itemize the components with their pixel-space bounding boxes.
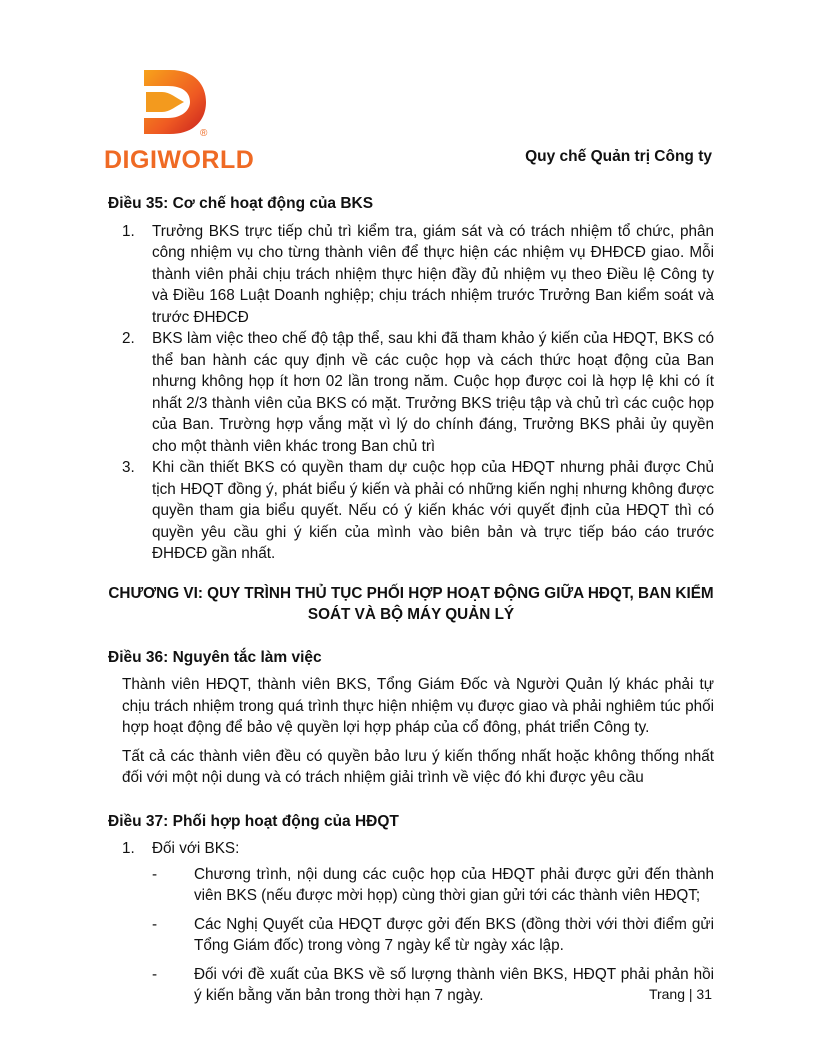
paragraph: Tất cả các thành viên đều có quyền bảo lưu ý kiến thống nhất hoặc không thống nhất đối với một nội dung và có trách nhiệm giải trình về việc đó khi được yêu cầu xyxy=(122,747,714,786)
bullet-item: - Đối với đề xuất của BKS về số lượng thành viên BKS, HĐQT phải phản hồi ý kiến bằng văn bản trong thời hạn 7 ngày. xyxy=(152,965,714,1004)
list-item: 3. Khi cần thiết BKS có quyền tham dự cuộc họp của HĐQT nhưng phải được Chủ tịch HĐQT đồng ý, phát biểu ý kiến và phải có những kiến nghị nhưng không được quyền tham gia biểu quyết. Nếu có ý kiến khác với quyết định của HĐQT thì có quyền yêu cầu ghi ý kiến của mình vào biên bản và trực tiếp báo cáo trước ĐHĐCĐ gần nhất. xyxy=(122,459,714,562)
bullet-list xyxy=(108,864,714,1007)
chapter-heading: CHƯƠNG VI: QUY TRÌNH THỦ TỤC PHỐI HỢP HOẠT ĐỘNG GIỮA HĐQT, BAN KIỂM SOÁT VÀ BỘ MÁY QUẢN LÝ xyxy=(108,584,714,623)
article-35-list xyxy=(108,221,714,565)
logo-wordmark: DIGIWORLD xyxy=(104,146,255,174)
page-number: Trang | 31 xyxy=(648,986,712,1002)
document-title: Quy chế Quản trị Công ty xyxy=(525,148,712,165)
article-37-heading: Điều 37: Phối hợp hoạt động của HĐQT xyxy=(108,812,399,830)
bullet-item: - Các Nghị Quyết của HĐQT được gởi đến BKS (đồng thời với thời điểm gửi Tổng Giám đốc) trong vòng 7 ngày kể từ ngày xác lập. xyxy=(152,915,714,954)
article-37-list xyxy=(108,838,714,860)
page-content xyxy=(108,193,714,1014)
article-35-heading: Điều 35: Cơ chế hoạt động của BKS xyxy=(108,195,374,212)
article-36-heading: Điều 36: Nguyên tắc làm việc xyxy=(108,648,322,666)
list-item: 1. Đối với BKS: xyxy=(122,840,240,857)
paragraph: Thành viên HĐQT, thành viên BKS, Tổng Giám Đốc và Người Quản lý khác phải tự chịu trách nhiệm trong quá trình thực hiện nhiệm vụ được giao và phải nghiêm túc phối hợp hoạt động để bảo vệ quyền lợi hợp pháp của cổ đông, phát triển Công ty. xyxy=(122,676,714,736)
list-item: 2. BKS làm việc theo chế độ tập thể, sau khi đã tham khảo ý kiến của HĐQT, BKS có thể ban hành các quy định về các cuộc họp và cách thức hoạt động của Ban nhưng không họp ít hơn 02 lần trong năm. Cuộc họp được coi là hợp lệ khi có ít nhất 2/3 thành viên của BKS có mặt. Trưởng BKS triệu tập và chủ trì các cuộc họp của Ban. Trường hợp vắng mặt vì lý do chính đáng, Trưởng BKS phải ủy quyền cho một thành viên khác trong Ban chủ trì xyxy=(122,330,714,455)
registered-mark: ® xyxy=(200,128,208,139)
list-item: 1. Trưởng BKS trực tiếp chủ trì kiểm tra, giám sát và có trách nhiệm tổ chức, phân công nhiệm vụ cho từng thành viên để thực hiện các nhiệm vụ ĐHĐCĐ giao. Mỗi thành viên phải chịu trách nhiệm thực hiện đầy đủ nhiệm vụ theo Điều lệ Công ty và Điều 168 Luật Doanh nghiệp; chịu trách nhiệm trước Trưởng Ban kiểm soát và trước ĐHĐCĐ xyxy=(122,222,714,326)
bullet-item: - Chương trình, nội dung các cuộc họp của HĐQT phải được gửi đến thành viên BKS (nếu được mời họp) cùng thời gian gửi tới các thành viên HĐQT; xyxy=(152,865,714,904)
company-logo xyxy=(104,68,255,174)
